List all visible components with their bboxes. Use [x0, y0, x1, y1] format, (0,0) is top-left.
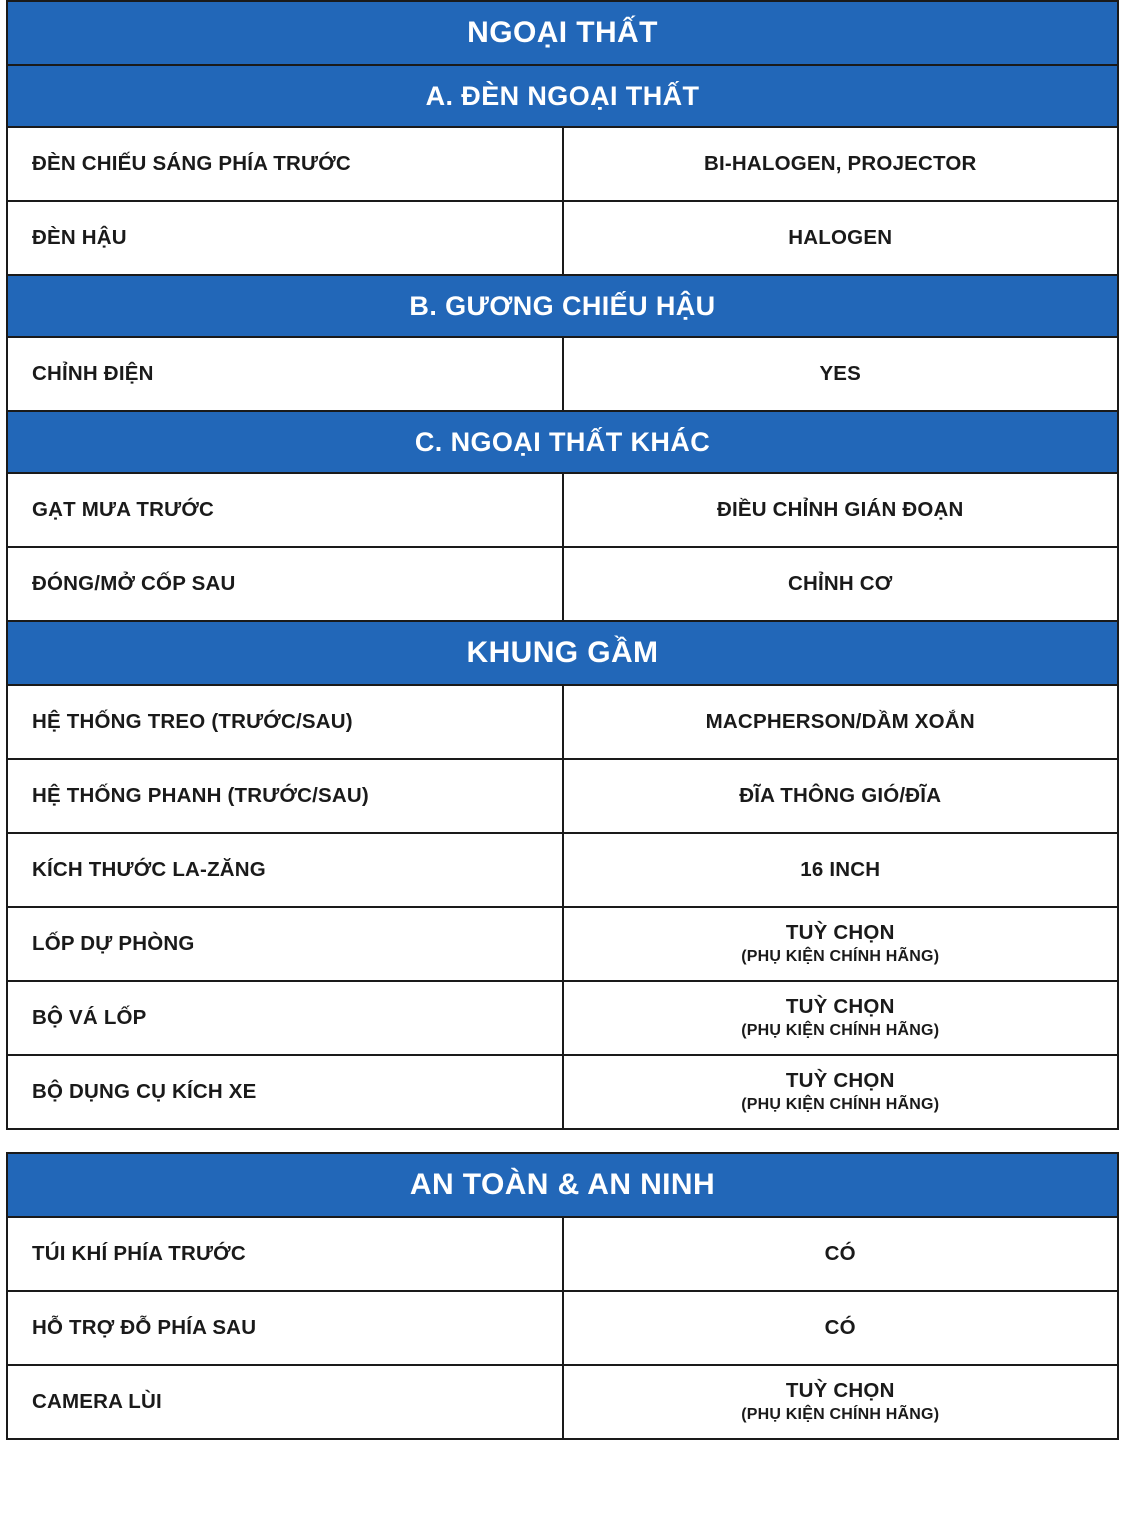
spec-label: CHỈNH ĐIỆN — [7, 337, 563, 411]
spec-table-safety — [6, 1152, 1119, 1440]
table-title: AN TOÀN & AN NINH — [7, 1153, 1118, 1217]
table-row — [7, 759, 1118, 833]
spec-value — [563, 1217, 1119, 1291]
table-row — [7, 1217, 1118, 1291]
table-row — [7, 473, 1118, 547]
spec-value — [563, 337, 1119, 411]
spec-label: BỘ VÁ LỐP — [7, 981, 563, 1055]
spec-value-main: ĐĨA THÔNG GIÓ/ĐĨA — [739, 783, 942, 807]
spec-value-main: TUỲ CHỌN — [785, 1069, 895, 1093]
table-row — [7, 685, 1118, 759]
spec-value-note: (PHỤ KIỆN CHÍNH HÃNG) — [741, 1021, 940, 1039]
table-title: NGOẠI THẤT — [7, 1, 1118, 65]
spec-value — [563, 981, 1119, 1055]
spec-label: CAMERA LÙI — [7, 1365, 563, 1439]
table-row — [7, 1055, 1118, 1129]
spec-label: BỘ DỤNG CỤ KÍCH XE — [7, 1055, 563, 1129]
table-title: KHUNG GẦM — [7, 621, 1118, 685]
table-row — [7, 1365, 1118, 1439]
spec-value-main: CHỈNH CƠ — [787, 571, 893, 595]
spec-value-main: MACPHERSON/DẦM XOẮN — [705, 709, 975, 733]
table-row — [7, 833, 1118, 907]
spec-value — [563, 127, 1119, 201]
spec-value — [563, 1365, 1119, 1439]
section-heading: C. NGOẠI THẤT KHÁC — [7, 411, 1118, 473]
spec-value-main: HALOGEN — [788, 225, 893, 249]
spec-value-main: TUỲ CHỌN — [785, 921, 895, 945]
table-row — [7, 547, 1118, 621]
spec-label: TÚI KHÍ PHÍA TRƯỚC — [7, 1217, 563, 1291]
spec-value — [563, 685, 1119, 759]
spec-label: ĐÓNG/MỞ CỐP SAU — [7, 547, 563, 621]
table-title-row-safety — [7, 1153, 1118, 1217]
spec-label: HỆ THỐNG TREO (TRƯỚC/SAU) — [7, 685, 563, 759]
spec-value — [563, 473, 1119, 547]
spec-label: GẠT MƯA TRƯỚC — [7, 473, 563, 547]
section-heading-row — [7, 65, 1118, 127]
section-heading-row — [7, 275, 1118, 337]
section-heading: B. GƯƠNG CHIẾU HẬU — [7, 275, 1118, 337]
spec-label: ĐÈN HẬU — [7, 201, 563, 275]
spec-value — [563, 759, 1119, 833]
table-row — [7, 127, 1118, 201]
spec-value — [563, 201, 1119, 275]
spec-label: ĐÈN CHIẾU SÁNG PHÍA TRƯỚC — [7, 127, 563, 201]
section-heading-row — [7, 411, 1118, 473]
spec-label: HỆ THỐNG PHANH (TRƯỚC/SAU) — [7, 759, 563, 833]
spec-value — [563, 1055, 1119, 1129]
table-row — [7, 907, 1118, 981]
spec-value — [563, 833, 1119, 907]
spec-label: LỐP DỰ PHÒNG — [7, 907, 563, 981]
spec-value — [563, 907, 1119, 981]
table-row — [7, 201, 1118, 275]
spec-value-main: BI-HALOGEN, PROJECTOR — [703, 151, 977, 175]
spec-value-note: (PHỤ KIỆN CHÍNH HÃNG) — [741, 1405, 940, 1423]
spec-value — [563, 547, 1119, 621]
spec-value-main: ĐIỀU CHỈNH GIÁN ĐOẠN — [716, 497, 964, 521]
spec-label: HỖ TRỢ ĐỖ PHÍA SAU — [7, 1291, 563, 1365]
spec-table-exterior — [6, 0, 1119, 1130]
spec-value-main: YES — [819, 361, 862, 385]
spec-value — [563, 1291, 1119, 1365]
spec-value-main: CÓ — [824, 1241, 856, 1265]
section-heading: A. ĐÈN NGOẠI THẤT — [7, 65, 1118, 127]
table-title-row — [7, 1, 1118, 65]
table-title-row-chassis — [7, 621, 1118, 685]
table-row — [7, 1291, 1118, 1365]
spec-label: KÍCH THƯỚC LA-ZĂNG — [7, 833, 563, 907]
table-row — [7, 337, 1118, 411]
spec-value-main: TUỲ CHỌN — [785, 1379, 895, 1403]
spec-value-note: (PHỤ KIỆN CHÍNH HÃNG) — [741, 947, 940, 965]
spec-value-main: CÓ — [824, 1315, 856, 1339]
spec-value-note: (PHỤ KIỆN CHÍNH HÃNG) — [741, 1095, 940, 1113]
spec-value-main: TUỲ CHỌN — [785, 995, 895, 1019]
spec-value-main: 16 INCH — [800, 857, 881, 881]
table-row — [7, 981, 1118, 1055]
